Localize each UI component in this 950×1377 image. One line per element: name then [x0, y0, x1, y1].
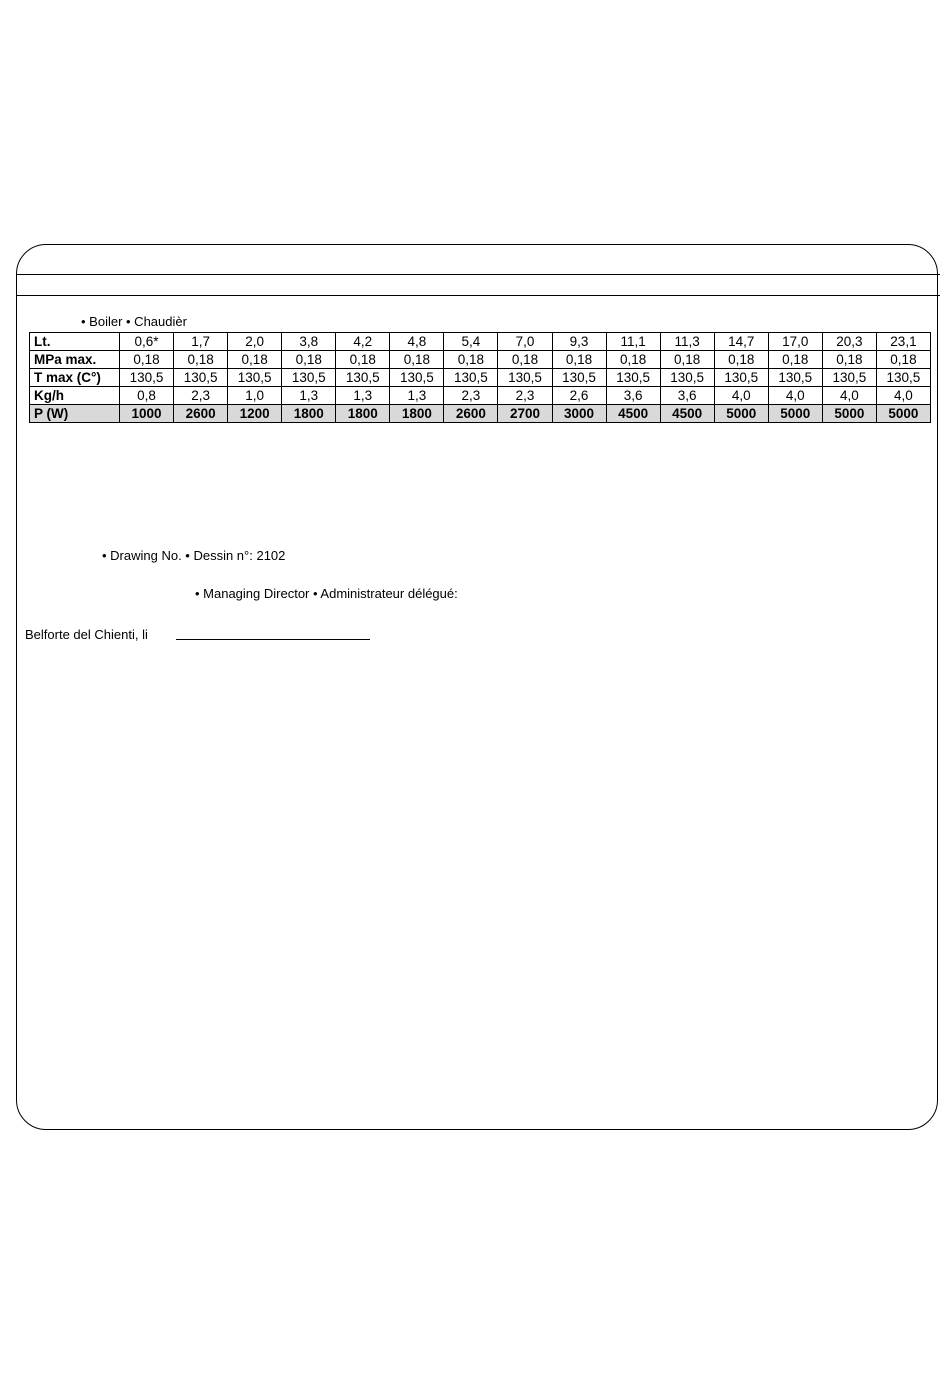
table-row: [30, 351, 931, 369]
table-cell: 3,6: [606, 387, 660, 405]
table-row: [30, 333, 931, 351]
table-cell: 1,0: [228, 387, 282, 405]
table-cell: 4,0: [768, 387, 822, 405]
table-cell: 4,0: [714, 387, 768, 405]
table-cell: 0,18: [822, 351, 876, 369]
table-cell: 2,3: [498, 387, 552, 405]
table-cell: 0,18: [444, 351, 498, 369]
table-cell: 2600: [444, 405, 498, 423]
table-cell: 130,5: [444, 369, 498, 387]
table-cell: 0,18: [336, 351, 390, 369]
table-cell: 1,7: [174, 333, 228, 351]
spec-table: [29, 332, 931, 423]
table-cell: 1800: [282, 405, 336, 423]
table-cell: 0,6*: [120, 333, 174, 351]
table-cell: 1800: [336, 405, 390, 423]
row-header: P (W): [30, 405, 120, 423]
row-header: Kg/h: [30, 387, 120, 405]
table-cell: 0,18: [174, 351, 228, 369]
table-cell: 17,0: [768, 333, 822, 351]
table-cell: 0,18: [120, 351, 174, 369]
table-cell: 0,18: [228, 351, 282, 369]
table-cell: 1,3: [282, 387, 336, 405]
table-cell: 2,0: [228, 333, 282, 351]
table-cell: 130,5: [498, 369, 552, 387]
table-cell: 3,8: [282, 333, 336, 351]
table-row: [30, 369, 931, 387]
table-cell: 2,3: [444, 387, 498, 405]
table-cell: 0,18: [282, 351, 336, 369]
table-cell: 5,4: [444, 333, 498, 351]
table-cell: 130,5: [174, 369, 228, 387]
table-cell: 1800: [390, 405, 444, 423]
place-date-label: Belforte del Chienti, li: [25, 627, 148, 642]
managing-director-label: • Managing Director • Administrateur délégué:: [195, 586, 458, 601]
table-cell: 4,2: [336, 333, 390, 351]
table-cell: 130,5: [120, 369, 174, 387]
table-cell: 11,3: [660, 333, 714, 351]
drawing-number: • Drawing No. • Dessin n°: 2102: [102, 548, 286, 563]
table-cell: 0,18: [498, 351, 552, 369]
table-cell: 130,5: [282, 369, 336, 387]
table-cell: 1,3: [336, 387, 390, 405]
row-header: MPa max.: [30, 351, 120, 369]
table-cell: 5000: [714, 405, 768, 423]
header-divider: [16, 295, 940, 296]
table-cell: 130,5: [228, 369, 282, 387]
table-row: [30, 387, 931, 405]
table-cell: 2600: [174, 405, 228, 423]
table-cell: 0,18: [606, 351, 660, 369]
table-cell: 0,18: [552, 351, 606, 369]
table-cell: 0,18: [390, 351, 444, 369]
header-divider: [16, 274, 940, 275]
table-cell: 1000: [120, 405, 174, 423]
date-line: [176, 639, 370, 640]
table-cell: 130,5: [390, 369, 444, 387]
table-cell: 0,18: [876, 351, 930, 369]
table-cell: 3,6: [660, 387, 714, 405]
table-cell: 4,0: [822, 387, 876, 405]
table-cell: 2,3: [174, 387, 228, 405]
table-cell: 7,0: [498, 333, 552, 351]
table-cell: 2700: [498, 405, 552, 423]
table-cell: 4500: [660, 405, 714, 423]
table-cell: 5000: [768, 405, 822, 423]
table-cell: 130,5: [660, 369, 714, 387]
table-cell: 4,8: [390, 333, 444, 351]
table-cell: 11,1: [606, 333, 660, 351]
table-cell: 130,5: [876, 369, 930, 387]
table-cell: 130,5: [606, 369, 660, 387]
row-header: T max (C°): [30, 369, 120, 387]
table-cell: 0,18: [660, 351, 714, 369]
table-cell: 0,8: [120, 387, 174, 405]
table-cell: 3000: [552, 405, 606, 423]
table-cell: 23,1: [876, 333, 930, 351]
row-header: Lt.: [30, 333, 120, 351]
table-cell: 5000: [822, 405, 876, 423]
table-cell: 130,5: [768, 369, 822, 387]
table-cell: 130,5: [714, 369, 768, 387]
table-row: [30, 405, 931, 423]
table-cell: 130,5: [552, 369, 606, 387]
table-cell: 5000: [876, 405, 930, 423]
table-cell: 1200: [228, 405, 282, 423]
section-label: • Boiler • Chaudièr: [81, 314, 187, 329]
table-cell: 130,5: [336, 369, 390, 387]
table-cell: 14,7: [714, 333, 768, 351]
table-cell: 130,5: [822, 369, 876, 387]
table-cell: 4500: [606, 405, 660, 423]
table-cell: 20,3: [822, 333, 876, 351]
table-cell: 9,3: [552, 333, 606, 351]
table-cell: 0,18: [768, 351, 822, 369]
table-cell: 1,3: [390, 387, 444, 405]
table-cell: 2,6: [552, 387, 606, 405]
table-cell: 0,18: [714, 351, 768, 369]
table-cell: 4,0: [876, 387, 930, 405]
